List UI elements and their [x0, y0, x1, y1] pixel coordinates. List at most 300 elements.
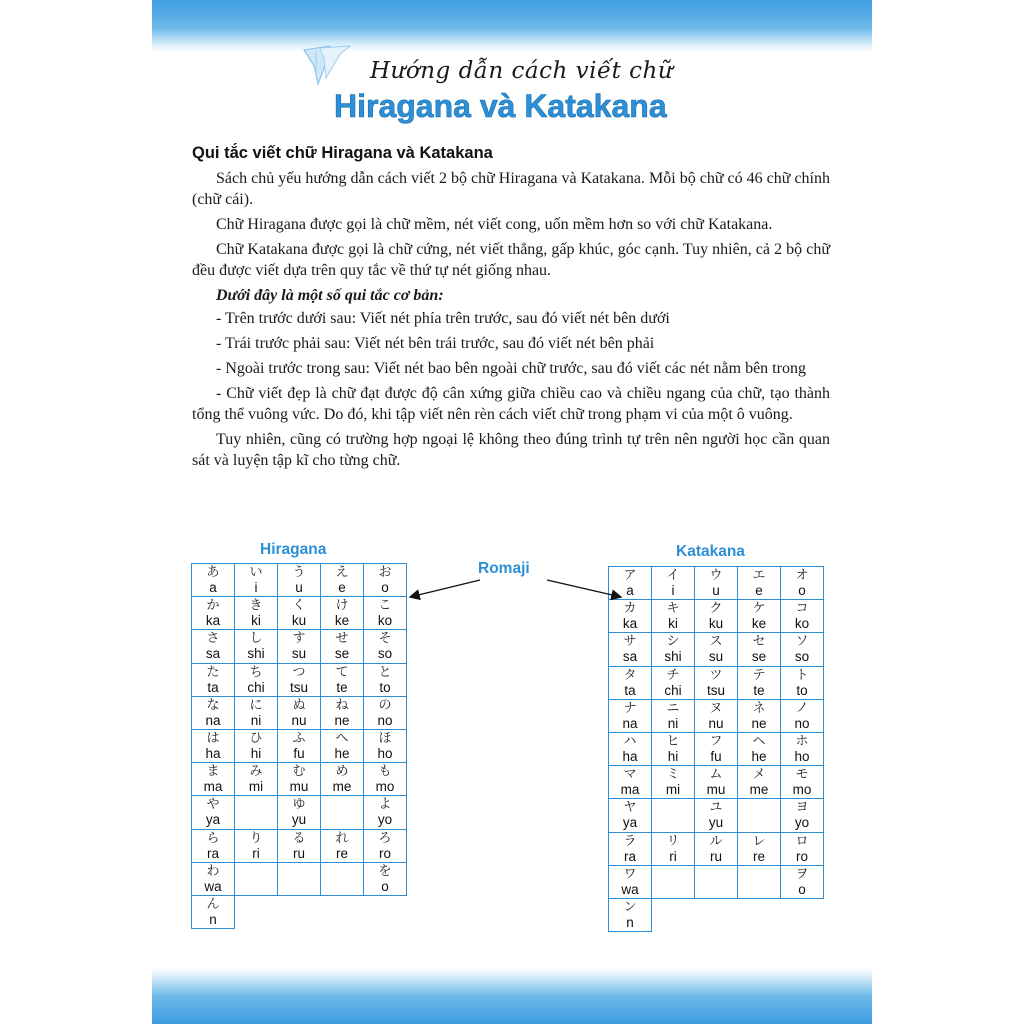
paragraph: Tuy nhiên, cũng có trường hợp ngoại lệ không theo đúng trình tự trên nên người học cần quan sát và luyện tập kĩ cho từng chữ. [192, 431, 830, 469]
romaji-text: i [671, 583, 675, 599]
kana-char: テ [752, 667, 766, 683]
romaji-text: e [338, 580, 346, 596]
romaji-text: chi [664, 682, 682, 698]
romaji-text: ta [207, 679, 219, 695]
kana-char: ネ [752, 700, 766, 716]
kana-char: さ [206, 631, 220, 647]
kana-char: ミ [666, 767, 680, 783]
table-row [609, 567, 824, 600]
kana-char: ゆ [292, 797, 306, 813]
kana-char: む [292, 764, 306, 780]
romaji-text: no [377, 712, 393, 728]
rules-intro: Dưới đây là một số qui tắc cơ bản: [216, 287, 444, 304]
kana-cell [192, 763, 235, 796]
romaji-text: fu [710, 749, 722, 765]
table-row [609, 732, 824, 765]
romaji-text: hi [667, 749, 679, 765]
romaji-text: ri [669, 848, 677, 864]
rule-item: - Chữ viết đẹp là chữ đạt được độ cân xứng giữa chiều cao và chiều ngang của chữ, tạo thành tổng thể vuông vức. Do đó, khi tập viết nên rèn cách viết chữ trong phạm vi của một ô vuông. [192, 385, 830, 423]
romaji-text: yo [794, 815, 810, 831]
kana-char: ユ [709, 800, 723, 816]
kana-cell [364, 696, 407, 729]
kana-cell [321, 729, 364, 762]
kana-cell [321, 829, 364, 862]
kana-char: ヤ [623, 800, 637, 816]
romaji-text: mo [375, 779, 395, 795]
kana-char: え [335, 565, 349, 581]
romaji-text: mo [792, 782, 812, 798]
empty-cell [364, 895, 407, 928]
kana-char: ト [795, 667, 809, 683]
kana-cell [652, 865, 695, 898]
kana-char: き [249, 598, 263, 614]
table-row [192, 829, 407, 862]
kana-char: コ [795, 601, 809, 617]
kana-cell [364, 796, 407, 829]
kana-cell [695, 732, 738, 765]
romaji-text: yu [291, 812, 307, 828]
romaji-text: n [209, 911, 217, 927]
romaji-text: me [332, 779, 352, 795]
pen-nib-icon [300, 44, 360, 86]
romaji-text: n [626, 914, 634, 930]
romaji-text: te [336, 679, 348, 695]
empty-cell [278, 895, 321, 928]
romaji-text: he [334, 746, 350, 762]
table-row [609, 699, 824, 732]
kana-cell [609, 633, 652, 666]
romaji-text: e [755, 583, 763, 599]
kana-char: く [292, 598, 306, 614]
kana-cell [321, 663, 364, 696]
kana-cell [192, 729, 235, 762]
romaji-text: na [622, 715, 638, 731]
romaji-text: ya [622, 815, 638, 831]
romaji-text: mu [289, 779, 309, 795]
kana-cell [695, 666, 738, 699]
romaji-text: ra [623, 848, 636, 864]
rule-item: - Trên trước dưới sau: Viết nét phía trên trước, sau đó viết nét bên dưới [216, 310, 670, 327]
kana-char: ロ [795, 833, 809, 849]
romaji-text: ro [378, 845, 391, 861]
kana-char: カ [623, 601, 637, 617]
kana-char: め [335, 764, 349, 780]
kana-char: そ [378, 631, 392, 647]
kana-cell [235, 829, 278, 862]
romaji-text: yo [377, 812, 393, 828]
romaji-text: ri [252, 845, 260, 861]
kana-cell [235, 796, 278, 829]
kana-cell [781, 699, 824, 732]
kana-char: ス [709, 634, 723, 650]
kana-char: ひ [249, 731, 263, 747]
table-row [609, 865, 824, 898]
romaji-text: ma [203, 779, 223, 795]
table-row [192, 895, 407, 928]
romaji-text: ho [377, 746, 393, 762]
romaji-text: to [796, 682, 808, 698]
kana-char: ヌ [709, 700, 723, 716]
romaji-text: shi [664, 649, 682, 665]
kana-cell [278, 796, 321, 829]
kana-char: う [292, 565, 306, 581]
kana-cell [781, 832, 824, 865]
kana-char: ヲ [795, 866, 809, 882]
top-blue-band [152, 0, 872, 52]
romaji-text: ke [334, 613, 350, 629]
kana-char: ね [335, 697, 349, 713]
kana-cell [652, 633, 695, 666]
kana-char: ヒ [666, 734, 680, 750]
kana-char: ク [709, 601, 723, 617]
kana-char: ち [249, 664, 263, 680]
kana-cell [738, 766, 781, 799]
kana-char: る [292, 830, 306, 846]
kana-char: ン [623, 899, 637, 915]
romaji-text: o [381, 580, 389, 596]
romaji-text: hi [250, 746, 262, 762]
table-row [192, 796, 407, 829]
kana-char: リ [666, 833, 680, 849]
romaji-text: na [205, 712, 221, 728]
romaji-text: re [752, 848, 765, 864]
kana-cell [609, 699, 652, 732]
kana-char: こ [378, 598, 392, 614]
romaji-text: ha [205, 746, 221, 762]
table-row [192, 862, 407, 895]
kana-char: す [292, 631, 306, 647]
romaji-text: mi [248, 779, 264, 795]
romaji-text: ke [751, 616, 767, 632]
kana-char: ラ [623, 833, 637, 849]
table-row [192, 729, 407, 762]
kana-cell [235, 862, 278, 895]
kana-cell [738, 666, 781, 699]
kana-char: し [249, 631, 263, 647]
romaji-text: ra [206, 845, 219, 861]
kana-cell [652, 799, 695, 832]
kana-cell [609, 567, 652, 600]
kana-cell [781, 732, 824, 765]
kana-char: へ [335, 731, 349, 747]
table-row [609, 600, 824, 633]
kana-char: た [206, 664, 220, 680]
kana-cell [364, 763, 407, 796]
kana-char: ホ [795, 734, 809, 750]
kana-cell [321, 796, 364, 829]
kana-cell [695, 633, 738, 666]
kana-char: ほ [378, 731, 392, 747]
kana-char: ま [206, 764, 220, 780]
romaji-text: su [708, 649, 724, 665]
romaji-text: nu [291, 712, 307, 728]
kana-char: ハ [623, 734, 637, 750]
kana-char: メ [752, 767, 766, 783]
kana-char: サ [623, 634, 637, 650]
romaji-text: se [751, 649, 767, 665]
romaji-text: a [626, 583, 634, 599]
kana-cell [321, 696, 364, 729]
kana-cell [192, 862, 235, 895]
romaji-text: tsu [706, 682, 725, 698]
kana-char: エ [752, 568, 766, 584]
kana-cell [609, 865, 652, 898]
kana-cell [364, 663, 407, 696]
kana-char: の [378, 697, 392, 713]
romaji-text: ta [624, 682, 636, 698]
kana-cell [652, 567, 695, 600]
kana-cell [192, 564, 235, 597]
kana-cell [278, 597, 321, 630]
kana-cell [364, 564, 407, 597]
romaji-text: ku [291, 613, 307, 629]
kana-cell [278, 763, 321, 796]
kana-cell [781, 633, 824, 666]
romaji-text: o [381, 878, 389, 894]
book-page [152, 0, 872, 1024]
romaji-text: he [751, 749, 767, 765]
table-row [609, 633, 824, 666]
kana-char: あ [206, 565, 220, 581]
kana-cell [235, 763, 278, 796]
kana-char: マ [623, 767, 637, 783]
romaji-text: ya [205, 812, 221, 828]
kana-cell [364, 829, 407, 862]
kana-char: ヨ [795, 800, 809, 816]
kana-cell [609, 898, 652, 931]
kana-cell [652, 766, 695, 799]
kana-cell [609, 666, 652, 699]
kana-cell [235, 597, 278, 630]
kana-cell [695, 865, 738, 898]
kana-char: ら [206, 830, 220, 846]
hiragana-table [191, 563, 407, 929]
empty-cell [235, 895, 278, 928]
empty-cell [781, 898, 824, 931]
kana-cell [609, 832, 652, 865]
kana-cell [278, 564, 321, 597]
kana-char: せ [335, 631, 349, 647]
kana-char: て [335, 664, 349, 680]
kana-cell [321, 763, 364, 796]
kana-cell [235, 564, 278, 597]
kana-cell [781, 600, 824, 633]
kana-char: ア [623, 568, 637, 584]
kana-char: は [206, 731, 220, 747]
romaji-text: wa [204, 878, 222, 894]
romaji-text: so [794, 649, 810, 665]
kana-cell [738, 600, 781, 633]
kana-char: シ [666, 634, 680, 650]
kana-char: ノ [795, 700, 809, 716]
body-text [192, 168, 830, 475]
romaji-label: Romaji [478, 560, 530, 577]
kana-cell [738, 832, 781, 865]
kana-cell [738, 732, 781, 765]
kana-char: ソ [795, 634, 809, 650]
table-row [609, 666, 824, 699]
kana-cell [192, 829, 235, 862]
kana-cell [609, 732, 652, 765]
kana-cell [738, 699, 781, 732]
rule-item: - Ngoài trước trong sau: Viết nét bao bên ngoài chữ trước, sau đó viết các nét nằm bên trong [216, 360, 806, 377]
kana-cell [192, 895, 235, 928]
romaji-text: tsu [289, 679, 308, 695]
kana-cell [321, 564, 364, 597]
romaji-text: ni [667, 715, 679, 731]
katakana-label: Katakana [676, 543, 745, 560]
table-row [192, 564, 407, 597]
romaji-text: ru [709, 848, 722, 864]
romaji-text: se [334, 646, 350, 662]
kana-char: ウ [709, 568, 723, 584]
kana-char: に [249, 697, 263, 713]
romaji-text: ki [668, 616, 678, 632]
kana-char: も [378, 764, 392, 780]
kana-cell [695, 600, 738, 633]
romaji-text: ko [794, 616, 810, 632]
kana-cell [278, 663, 321, 696]
kana-cell [364, 630, 407, 663]
kana-char: タ [623, 667, 637, 683]
romaji-text: so [377, 646, 393, 662]
kana-cell [278, 862, 321, 895]
kana-char: ル [709, 833, 723, 849]
kana-cell [235, 729, 278, 762]
romaji-text: ni [250, 712, 262, 728]
romaji-text: ne [334, 712, 350, 728]
kana-char: と [378, 664, 392, 680]
kana-cell [781, 766, 824, 799]
kana-char: チ [666, 667, 680, 683]
kana-cell [321, 630, 364, 663]
kana-char: わ [206, 863, 220, 879]
kana-cell [278, 696, 321, 729]
romaji-text: ne [751, 715, 767, 731]
romaji-text: te [753, 682, 765, 698]
kana-char: を [378, 863, 392, 879]
romaji-text: o [798, 881, 806, 897]
kana-cell [781, 865, 824, 898]
kana-cell [235, 696, 278, 729]
empty-cell [738, 898, 781, 931]
table-row [609, 832, 824, 865]
kana-cell [278, 729, 321, 762]
kana-cell [364, 597, 407, 630]
table-row [192, 630, 407, 663]
kana-cell [695, 832, 738, 865]
romaji-text: fu [293, 746, 305, 762]
table-row [609, 766, 824, 799]
kana-cell [609, 600, 652, 633]
kana-cell [695, 567, 738, 600]
kana-cell [192, 696, 235, 729]
romaji-text: mi [665, 782, 681, 798]
kana-cell [781, 799, 824, 832]
kana-char: つ [292, 664, 306, 680]
empty-cell [695, 898, 738, 931]
empty-cell [321, 895, 364, 928]
kana-char: み [249, 764, 263, 780]
kana-cell [652, 666, 695, 699]
kana-char: れ [335, 830, 349, 846]
kana-char: ワ [623, 866, 637, 882]
page-subtitle: Hướng dẫn cách viết chữ [370, 58, 674, 84]
kana-char: モ [795, 767, 809, 783]
kana-cell [695, 799, 738, 832]
kana-char: フ [709, 734, 723, 750]
kana-char: り [249, 830, 263, 846]
romaji-text: ro [795, 848, 808, 864]
table-row [609, 799, 824, 832]
kana-char: ふ [292, 731, 306, 747]
kana-cell [192, 663, 235, 696]
kana-char: お [378, 565, 392, 581]
romaji-text: ki [251, 613, 261, 629]
romaji-text: ho [794, 749, 810, 765]
table-row [192, 597, 407, 630]
kana-char: ろ [378, 830, 392, 846]
section-heading: Qui tắc viết chữ Hiragana và Katakana [192, 144, 493, 162]
romaji-text: nu [708, 715, 724, 731]
kana-cell [781, 567, 824, 600]
kana-cell [321, 862, 364, 895]
kana-cell [652, 699, 695, 732]
romaji-text: re [335, 845, 348, 861]
kana-cell [192, 796, 235, 829]
kana-char: い [249, 565, 263, 581]
romaji-text: yu [708, 815, 724, 831]
kana-cell [235, 663, 278, 696]
table-row [192, 696, 407, 729]
kana-cell [652, 732, 695, 765]
kana-cell [738, 633, 781, 666]
romaji-text: ma [620, 782, 640, 798]
kana-char: ニ [666, 700, 680, 716]
romaji-text: ku [708, 616, 724, 632]
rule-item: - Trái trước phải sau: Viết nét bên trái trước, sau đó viết nét bên phải [216, 335, 655, 352]
kana-cell [278, 829, 321, 862]
romaji-text: ko [377, 613, 393, 629]
romaji-text: su [291, 646, 307, 662]
kana-char: ぬ [292, 697, 306, 713]
kana-cell [609, 766, 652, 799]
kana-char: ヘ [752, 734, 766, 750]
romaji-text: me [749, 782, 769, 798]
paragraph: Chữ Katakana được gọi là chữ cứng, nét viết thẳng, gấp khúc, góc cạnh. Tuy nhiên, cả 2 bộ chữ đều được viết dựa trên quy tắc về thứ tự nét giống nhau. [192, 241, 830, 279]
kana-char: や [206, 797, 220, 813]
kana-char: ケ [752, 601, 766, 617]
kana-cell [364, 862, 407, 895]
table-row [192, 763, 407, 796]
kana-char: よ [378, 797, 392, 813]
kana-char: ナ [623, 700, 637, 716]
romaji-text: o [798, 583, 806, 599]
kana-cell [609, 799, 652, 832]
kana-char: ツ [709, 667, 723, 683]
romaji-text: to [379, 679, 391, 695]
kana-char: か [206, 598, 220, 614]
romaji-text: chi [247, 679, 265, 695]
romaji-text: sa [205, 646, 221, 662]
table-row [192, 663, 407, 696]
kana-cell [695, 699, 738, 732]
kana-cell [781, 666, 824, 699]
kana-cell [738, 865, 781, 898]
bottom-blue-band [152, 968, 872, 1024]
romaji-text: u [712, 583, 720, 599]
kana-char: オ [795, 568, 809, 584]
